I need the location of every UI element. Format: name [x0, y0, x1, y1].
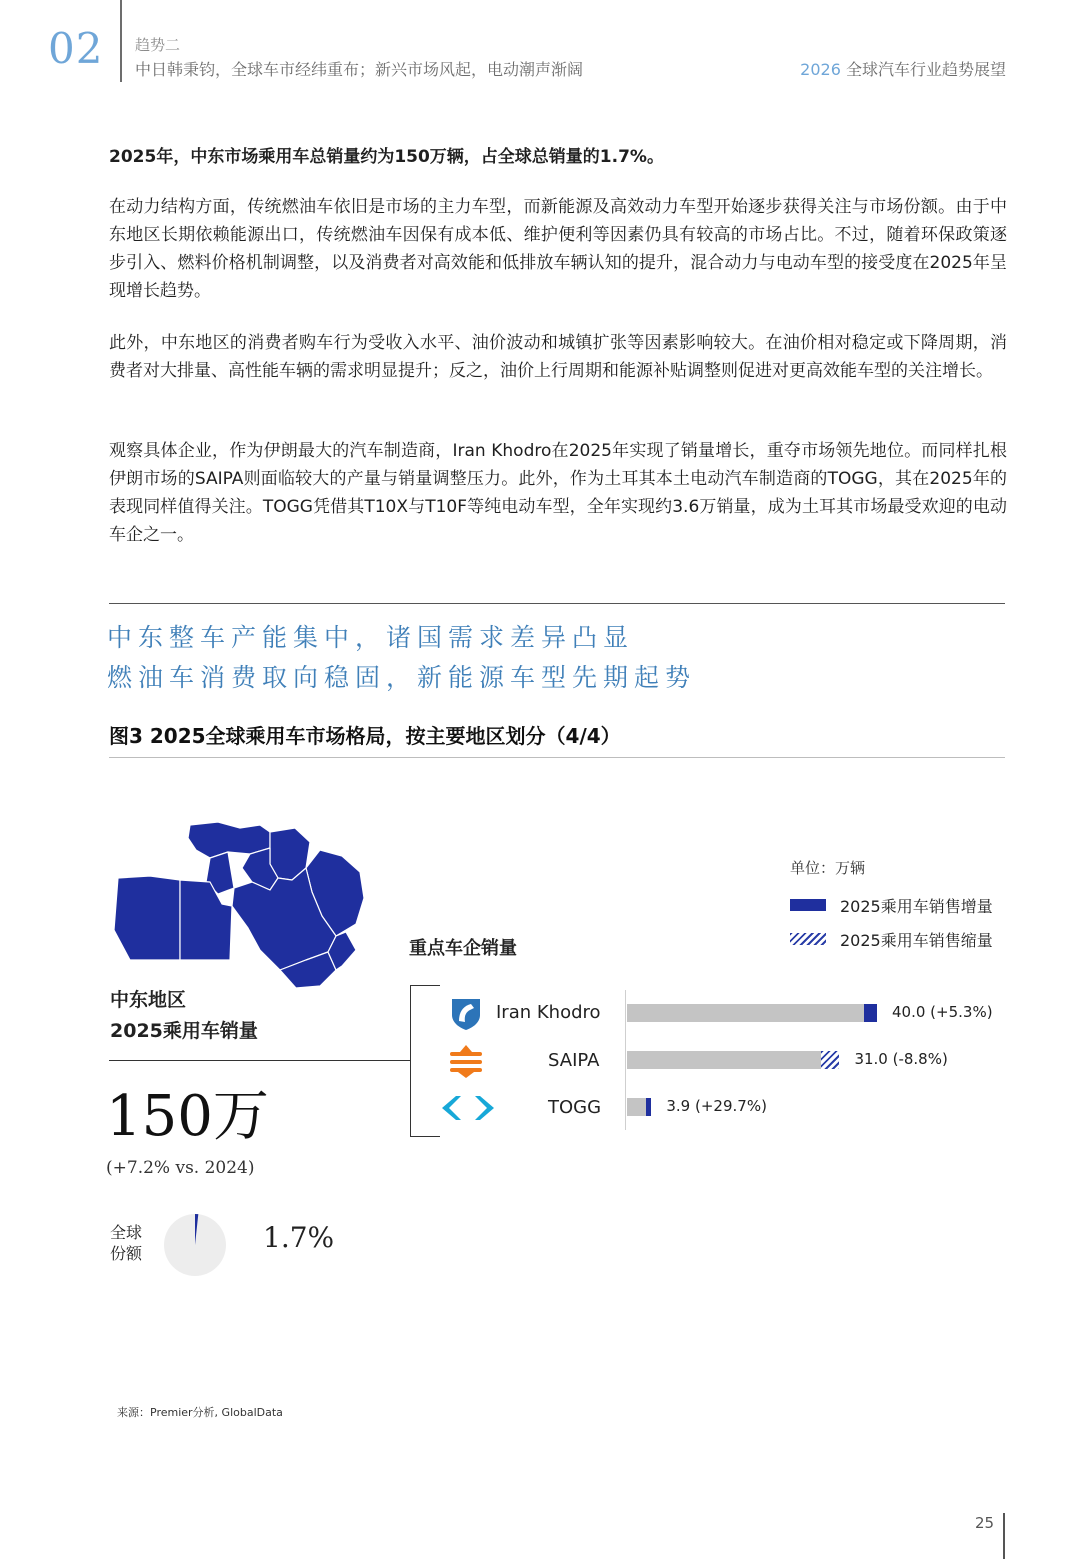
total-sales-value: 150万: [106, 1084, 269, 1149]
bracket-line: [410, 985, 411, 1137]
legend-swatch-decrease: [790, 933, 826, 945]
chart-axis: [625, 990, 626, 1130]
page-number: 25: [975, 1514, 995, 1532]
saipa-logo-icon: [446, 1043, 486, 1079]
bar-delta-iran-khodro: [864, 1004, 877, 1022]
bracket-top: [410, 985, 440, 986]
bar-delta-togg: [646, 1098, 652, 1116]
bar-label-saipa: 31.0 (-8.8%): [854, 1050, 948, 1068]
page-number-bar: [1003, 1513, 1005, 1559]
paragraph-consumer: 此外，中东地区的消费者购车行为受收入水平、油价波动和城镇扩张等因素影响较大。在油价相对稳定或下降周期，消费者对大排量、高性能车辆的需求明显提升；反之，油价上行周期和能源补贴调整则促进对更高效能车型的关注增长。: [109, 333, 1007, 381]
section-number: 02: [48, 24, 104, 73]
figure-title-rule: [109, 757, 1005, 758]
bar-label-iran-khodro: 40.0 (+5.3%): [892, 1003, 993, 1021]
section-label: 趋势二: [135, 36, 181, 54]
middle-east-map: [110, 820, 370, 990]
bar-delta-saipa: [821, 1051, 840, 1069]
lead-paragraph: 2025年，中东市场乘用车总销量约为150万辆，占全球总销量的1.7%。: [109, 147, 664, 167]
region-rule: [109, 1060, 411, 1061]
highlight-rule: [109, 603, 1005, 604]
paragraph-companies: 观察具体企业，作为伊朗最大的汽车制造商，Iran Khodro在2025年实现了销量增长，重夺市场领先地位。而同样扎根伊朗市场的SAIPA则面临较大的产量与销量调整压力。此外，作为土耳其本土电动汽车制造商的TOGG，其在2025年的表现同样值得关注。TOGG凭借其T10X与T10F等纯电动车型，全年实现约3.6万销量，成为土耳其市场最受欢迎的电动车企之一。: [109, 441, 1007, 545]
region-name: 中东地区: [110, 989, 187, 1011]
report-year: 2026: [800, 60, 841, 79]
region-metric: 2025乘用车销量: [110, 1020, 258, 1042]
iran-khodro-logo-icon: [448, 995, 484, 1031]
section-title: 中日韩秉钧，全球车市经纬重布；新兴市场风起，电动潮声渐阔: [135, 60, 584, 79]
highlight-line-2: 燃油车消费取向稳固，新能源车型先期起势: [107, 663, 697, 692]
highlight-line-1: 中东整车产能集中，诸国需求差异凸显: [107, 623, 635, 652]
legend-swatch-increase: [790, 899, 826, 911]
report-title-text: 全球汽车行业趋势展望: [845, 60, 1006, 79]
report-title: [800, 57, 1006, 80]
bar-base-togg: [627, 1098, 646, 1116]
header-divider: [120, 0, 122, 82]
company-name-saipa: SAIPA: [548, 1050, 600, 1071]
company-name-togg: TOGG: [548, 1097, 602, 1118]
global-share-pie: [163, 1213, 227, 1277]
bar-base-iran-khodro: [627, 1004, 864, 1022]
key-companies-title: 重点车企销量: [409, 938, 517, 959]
global-share-label: [110, 1222, 142, 1264]
unit-label: 单位：万辆: [790, 859, 866, 877]
yoy-change: (+7.2% vs. 2024): [106, 1158, 255, 1178]
source-note: 来源：Premier分析, GlobalData: [117, 1406, 283, 1419]
bracket-bottom: [410, 1136, 440, 1137]
bar-base-saipa: [627, 1051, 821, 1069]
company-name-iran-khodro: Iran Khodro: [496, 1002, 601, 1023]
legend-decrease: 2025乘用车销售缩量: [840, 931, 993, 950]
global-share-value: 1.7%: [263, 1221, 335, 1254]
paragraph-powertrain: 在动力结构方面，传统燃油车依旧是市场的主力车型，而新能源及高效动力车型开始逐步获得关注与市场份额。由于中东地区长期依赖能源出口，传统燃油车因保有成本低、维护便利等因素仍具有较高的市场占比。不过，随着环保政策逐步引入、燃料价格机制调整，以及消费者对高效能和低排放车辆认知的提升，混合动力与电动车型的接受度在2025年呈现增长趋势。: [109, 197, 1007, 301]
region-summary-label: [110, 985, 258, 1047]
bar-label-togg: 3.9 (+29.7%): [666, 1097, 767, 1115]
share-label-line-1: 全球: [110, 1223, 143, 1242]
share-label-line-2: 份额: [110, 1244, 143, 1263]
togg-logo-icon: [440, 1094, 496, 1122]
legend-increase: 2025乘用车销售增量: [840, 897, 993, 916]
figure-title: 图3 2025全球乘用车市场格局，按主要地区划分（4/4）: [109, 724, 621, 748]
